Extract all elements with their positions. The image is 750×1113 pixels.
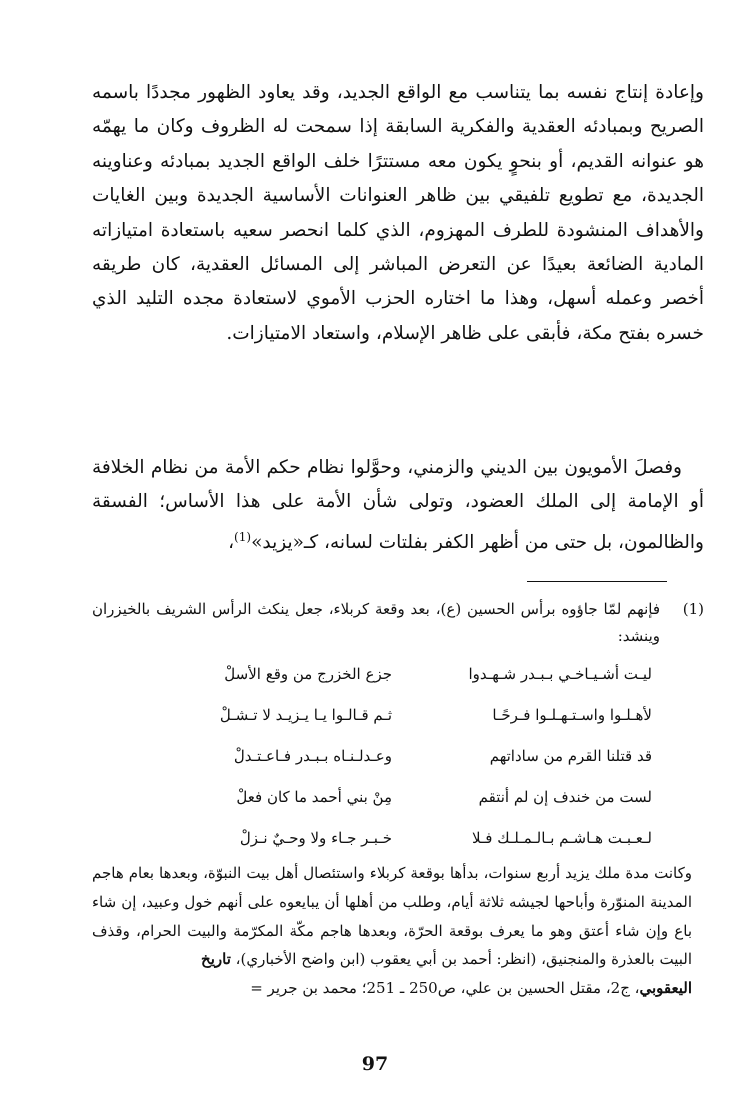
verse-first-hemistich: لأهـلـوا واسـتـهـلـوا فـرحًـا: [492, 706, 652, 724]
footnote-intro: فإنهم لمّا جاؤوه برأس الحسين (ع)، بعد وقعة كربلاء، جعل ينكث الرأس الشريف بالخيزران وينشد:: [92, 600, 660, 645]
verse-second-hemistich: مِنْ بني أحمد ما كان فعلْ: [236, 788, 392, 806]
verse-second-hemistich: جزع الخزرج من وقع الأسلْ: [224, 665, 392, 683]
footnote-header: [92, 596, 704, 650]
verse-first-hemistich: قد قتلنا القرم من ساداتهم: [489, 747, 652, 765]
footnote-citation: ، ج2، مقتل الحسين بن علي، ص250 ـ 251؛ محمد بن جرير =: [250, 979, 640, 998]
footnote-last-line: [92, 974, 704, 1003]
verse-first-hemistich: لست من خندف إن لم أنتقم: [478, 788, 652, 806]
footnote-number: (1): [682, 600, 704, 618]
footnote: [92, 596, 704, 1003]
poem-verse: [92, 654, 652, 695]
verse-second-hemistich: ثـم قـالـوا يـا يـزيـد لا تـشـلْ: [219, 706, 392, 724]
page-number: 97: [361, 1053, 389, 1075]
footnote-separator: [527, 581, 667, 582]
poem: [92, 654, 704, 859]
poem-verse: [92, 736, 652, 777]
verse-first-hemistich: لـعـبـت هـاشـم بـالـمـلـك فـلا: [471, 829, 652, 847]
verse-first-hemistich: ليـت أشـيـاخـي بـبـدر شـهـدوا: [468, 665, 652, 683]
body-paragraph-1: وإعادة إنتاج نفسه بما يتناسب مع الواقع الجديد، وقد يعاود الظهور مجددًا باسمه الصريح وبمبادئه العقدية والفكرية السابقة إذا سمحت له الظروف وكان ما يهمّه هو عنوانه القديم، أو بنحوٍ يكون معه مستترًا خلف الواقع الجديد بمبادئه وعناوينه الجديدة، مع تطويع تلفيقي بين ظاهر العنوانات الأساسية الجديدة وبين الغايات والأهداف المنشودة للطرف المهزوم، الذي كلما انحصر سعيه باستعادة امتيازاته المادية الضائعة بعيدًا عن التعرض المباشر إلى المسائل العقدية، كان طريقه أخصر وعمله أسهل، وهذا ما اختاره الحزب الأموي لاستعادة مجده التليد الذي خسره بفتح مكة، فأبقى على ظاهر الإسلام، واستعاد الامتيازات.: [92, 82, 704, 344]
body-paragraph-2: [92, 451, 704, 560]
paragraph-2-end: ،: [228, 531, 235, 553]
footnote-source-title: تاريخ: [201, 950, 231, 969]
footnote-reference: (1): [234, 529, 252, 544]
verse-second-hemistich: خـبـر جـاء ولا وحـيٌ نـزلْ: [239, 829, 392, 847]
footnote-source-title-end: اليعقوبي: [639, 979, 692, 998]
footnote-continuation-text: وكانت مدة ملك يزيد أربع سنوات، بدأها بوقعة كربلاء واستئصال أهل بيت النبوّة، وبعدها بعام هاجم المدينة المنوّرة وأباحها لجيشه ثلاثة أيام، وطلب من أهلها أن يبايعوه على أنهم خول وعبيد، إن شاء باع وإن شاء أعتق وهو ما يعرف بوقعة الحرّة، وبعدها هاجم مكّة المكرّمة والبيت الحرام، وقذف البيت بالعذرة والمنجنيق، (انظر: أحمد بن أبي يعقوب (ابن واضح الأخباري)،: [92, 864, 692, 969]
paragraph-2-text: وفصلَ الأمويون بين الديني والزمني، وحوَّلوا نظام حكم الأمة من نظام الخلافة أو الإمامة إلى الملك العضود، وتولى شأن الأمة على هذا الأساس؛ الفسقة والظالمون، بل حتى من أظهر الكفر بفلتات لسانه، كـ«يزيد»: [92, 457, 704, 553]
verse-second-hemistich: وعـدلـنـاه بـبـدر فـاعـتـدلْ: [233, 747, 392, 765]
poem-verse: [92, 695, 652, 736]
footnote-continuation: [92, 859, 704, 974]
poem-verse: [92, 777, 652, 818]
poem-verse: [92, 818, 652, 859]
